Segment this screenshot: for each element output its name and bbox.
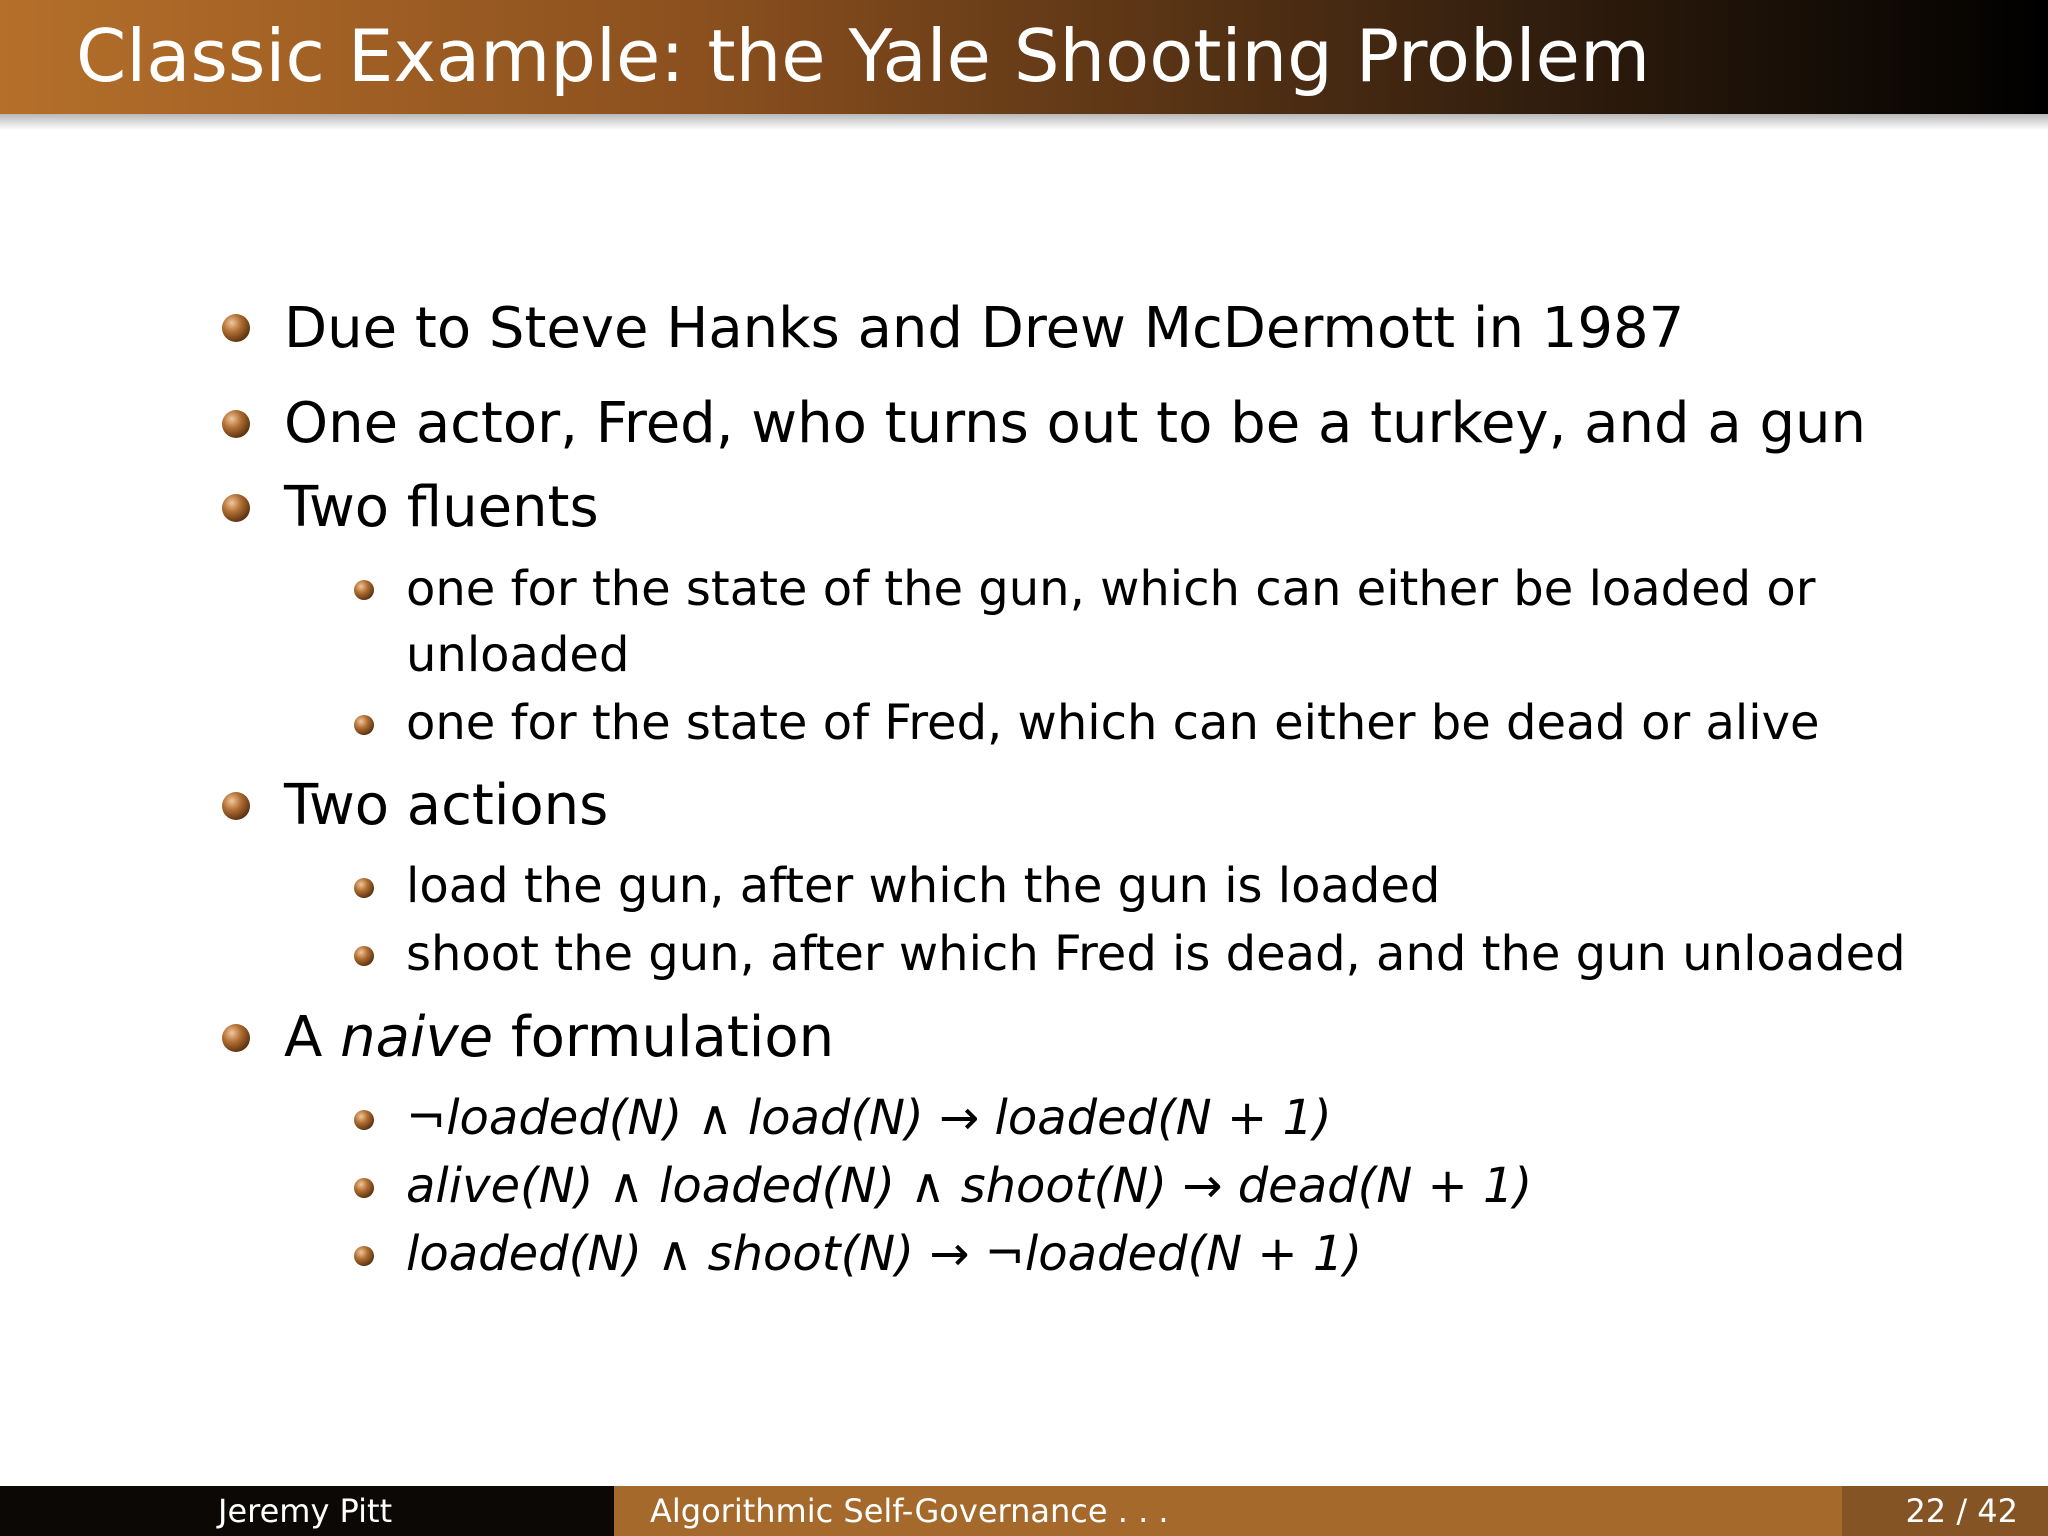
formula-2: alive(N) ∧ loaded(N) ∧ shoot(N) → dead(N + 1)	[406, 1158, 1533, 1214]
emphasis-word: naive	[340, 1005, 494, 1070]
bullet-item: Due to Steve Hanks and Drew McDermott in 1987	[284, 296, 1685, 361]
bullet-icon	[222, 314, 250, 342]
bullet-icon	[222, 1024, 250, 1052]
page-number: 22 / 42	[1905, 1492, 2018, 1530]
sub-bullet-item-continuation: unloaded	[406, 627, 630, 683]
footer-talk-title: Algorithmic Self-Governance . . .	[650, 1492, 1169, 1530]
sub-bullet-icon	[354, 1178, 374, 1198]
footer-title-panel	[614, 1486, 1842, 1536]
formula-3: loaded(N) ∧ shoot(N) → ¬loaded(N + 1)	[406, 1226, 1363, 1282]
sub-bullet-icon	[354, 946, 374, 966]
footer-author-panel	[0, 1486, 614, 1536]
bullet-item: Two actions	[284, 773, 609, 838]
footer-author: Jeremy Pitt	[218, 1492, 393, 1530]
bullet-icon	[222, 410, 250, 438]
slide-title: Classic Example: the Yale Shooting Problem	[76, 14, 1651, 98]
bullet-prefix: A	[284, 1005, 341, 1070]
bullet-suffix: formulation	[493, 1005, 835, 1070]
bullet-item: Two fluents	[284, 475, 599, 540]
sub-bullet-icon	[354, 715, 374, 735]
sub-bullet-item: shoot the gun, after which Fred is dead, and the gun unloaded	[406, 926, 1906, 982]
bullet-item: One actor, Fred, who turns out to be a turkey, and a gun	[284, 391, 1866, 456]
formula-1: ¬loaded(N) ∧ load(N) → loaded(N + 1)	[406, 1090, 1332, 1146]
sub-bullet-item: load the gun, after which the gun is loaded	[406, 858, 1441, 914]
footer	[0, 1486, 2048, 1536]
footer-page-panel	[1842, 1486, 2048, 1536]
sub-bullet-icon	[354, 878, 374, 898]
sub-bullet-icon	[354, 1110, 374, 1130]
sub-bullet-icon	[354, 580, 374, 600]
bullet-item	[284, 1005, 834, 1071]
sub-bullet-item: one for the state of Fred, which can either be dead or alive	[406, 695, 1820, 751]
sub-bullet-icon	[354, 1246, 374, 1266]
sub-bullet-item: one for the state of the gun, which can either be loaded or	[406, 561, 1816, 617]
bullet-icon	[222, 792, 250, 820]
bullet-icon	[222, 494, 250, 522]
